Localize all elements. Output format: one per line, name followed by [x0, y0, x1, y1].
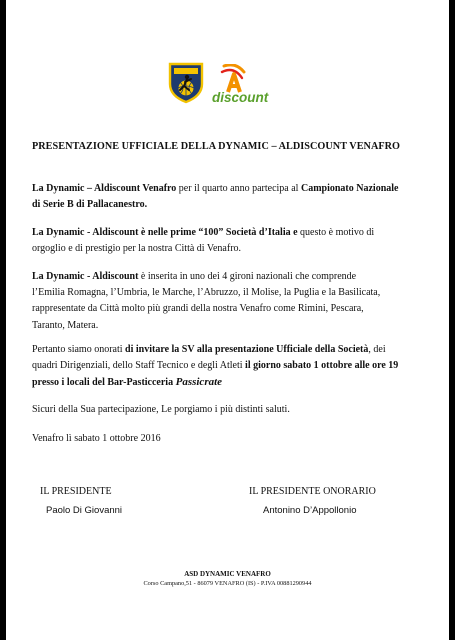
paragraph-2: [32, 225, 432, 257]
p3-cities-cont: Taranto, Matera.: [32, 319, 99, 331]
aldiscount-logo-text: discount: [212, 90, 269, 105]
p3-regions: l’Emilia Romagna, l’Umbria, le Marche, l’Abruzzo, il Molise, la Puglia e la Basilicata,: [32, 287, 381, 299]
p3-text: è inserita in uno dei 4 gironi nazionali che comprende: [138, 271, 357, 282]
p1-championship: Campionato Nazionale: [300, 183, 399, 194]
document-title: PRESENTAZIONE UFFICIALE DELLA DYNAMIC – ALDISCOUNT VENAFRO: [32, 141, 401, 152]
p4-text: Pertanto siamo onorati: [32, 344, 126, 355]
paragraph-4: [32, 342, 432, 392]
aldiscount-logo: [210, 64, 274, 106]
p1-text: per il quarto anno partecipa al: [176, 183, 301, 194]
signature-right-role: IL PRESIDENTE ONORARIO: [249, 486, 376, 497]
p2-bold: La Dynamic - Aldiscount è nelle prime “100” Società d’Italia e: [32, 227, 298, 238]
p4-location: presso i locali del Bar-Pasticceria: [32, 377, 176, 389]
p4-text-2: , dei: [368, 344, 386, 355]
p1-team-name: La Dynamic – Aldiscount Venafro: [32, 183, 177, 194]
p4-invite: di invitare la SV alla presentazione Ufficiale della Società: [125, 344, 369, 355]
place-date: Venafro lì sabato 1 ottobre 2016: [32, 433, 161, 444]
p1-championship-cont: di Serie B di Pallacanestro.: [32, 199, 148, 211]
p4-date-time: il giorno sabato 1 ottobre alle ore 19: [245, 360, 399, 372]
p4-text-3: quadri Dirigenziali, dello Staff Tecnico e degli Atleti: [32, 360, 246, 372]
signature-left-role: IL PRESIDENTE: [40, 486, 112, 497]
footer-address: Corso Campano,51 - 86079 VENAFRO (IS) - P.IVA 00881290944: [143, 580, 312, 587]
paragraph-3: [32, 269, 432, 334]
p2-text: questo è motivo di: [297, 227, 375, 238]
p3-cities: rappresentate da Città molto più grandi della nostra Venafro come Rimini, Pescara,: [32, 303, 364, 315]
footer-organization: ASD DYNAMIC VENAFRO: [184, 570, 271, 578]
letter-page: [6, 0, 449, 640]
paragraph-5: Sicuri della Sua partecipazione, Le porgiamo i più distinti saluti.: [32, 404, 290, 415]
paragraph-1: [32, 181, 432, 213]
p2-text-cont: orgoglio e di prestigio per la nostra Città di Venafro.: [32, 243, 242, 255]
dynamic-basketball-shield-logo: [166, 60, 206, 104]
p3-team-name: La Dynamic - Aldiscount: [32, 271, 139, 282]
p4-venue-name: Passicrate: [175, 376, 223, 389]
signature-right-name: Antonino D’Appollonio: [263, 505, 357, 516]
signature-left-name: Paolo Di Giovanni: [46, 505, 123, 516]
